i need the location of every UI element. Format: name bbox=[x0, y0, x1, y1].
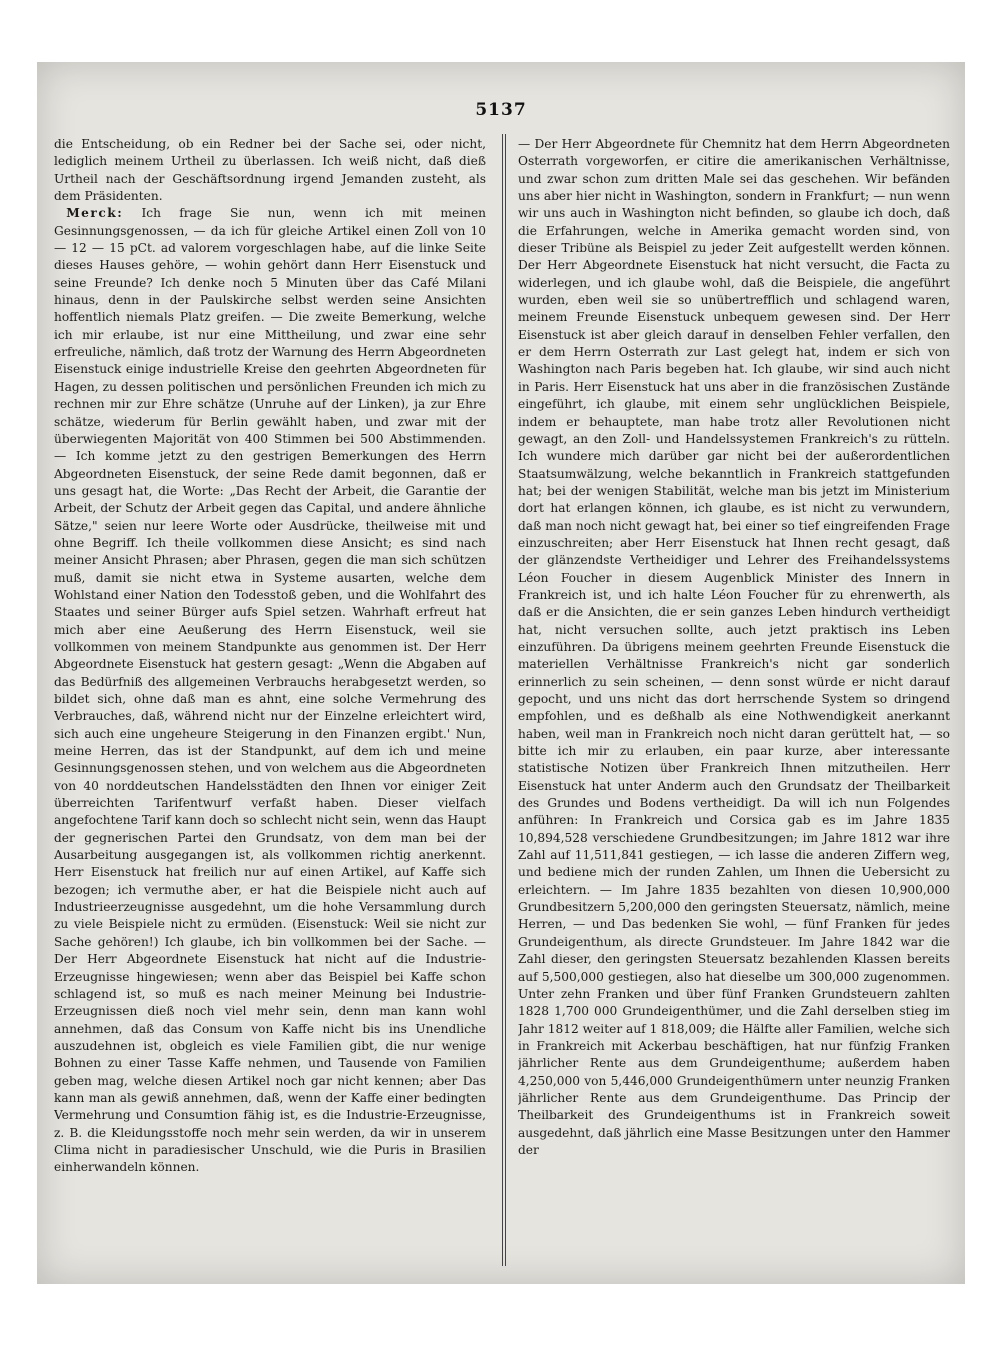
right-column bbox=[518, 136, 950, 1282]
page-number: 5137 bbox=[475, 100, 527, 120]
left-column bbox=[54, 136, 486, 1282]
column-divider bbox=[502, 134, 506, 1266]
speech-text: Ich frage Sie nun, wenn ich mit meinen Gesinnungsgenossen, — da ich für gleiche Artikel einen Zoll von 10 — 12 — 15 pCt. ad valorem vorgeschlagen habe, auf die linke Seite dieses Hauses gehöre, — wohin gehört dann Herr Eisenstuck und seine Freunde? Ich denke noch 5 Minuten über das Café Milani hinaus, denn in der Paulskirche selbst werden seine Ansichten hoffentlich niemals Platz greifen. — Die zweite Bemerkung, welche ich mir erlaube, ist nur eine Mittheilung, und zwar eine sehr erfreuliche, nämlich, daß trotz der Warnung des Herrn Abgeordneten Eisenstuck einige industrielle Kreise den geehrten Abgeordneten für Hagen, zu dessen politischen und persönlichen Freunden ich mich zu rechnen mir zur Ehre schätze (Unruhe auf der Linken), ja zur Ehre schätze, wiederum für Berlin gewählt haben, und zwar mit der überwiegenten Majorität von 400 Stimmen bei 500 Abstimmenden. — Ich komme jetzt zu den gestrigen Bemerkungen des Herrn Abgeordneten Eisenstuck, der seine Rede damit begonnen, daß er uns gesagt hat, die Worte: „Das Recht der Arbeit, die Garantie der Arbeit, der Schutz der Arbeit gegen das Capital, und andere ähnliche Sätze," seien nur leere Worte oder Ausdrücke, theilweise mit und ohne Begriff. Ich theile vollkommen diese Ansicht; es sind nach meiner Ansicht Phrasen; aber Phrasen, gegen die man sich schützen muß, damit sie nicht etwa in Systeme ausarten, welche dem Wohlstand einer Nation den Todesstoß geben, und die Wohlfahrt des Staates und seiner Bürger aufs Spiel setzen. Wahrhaft erfreut hat mich aber eine Aeußerung des Herrn Eisenstuck, weil sie vollkommen von meinem Standpunkte aus genommen ist. Der Herr Abgeordnete Eisenstuck hat gestern gesagt: „Wenn die Abgaben auf das Bedürfniß des allgemeinen Verbrauchs herabgesetzt werden, so bildet sich, ohne daß man es ahnt, eine solche Vermehrung des Verbrauches, daß, während nicht nur der Einzelne erleichtert wird, sich auch eine ungeheure Steigerung in den Finanzen ergibt.' Nun, meine Herren, das ist der Standpunkt, auf dem ich und meine Gesinnungsgenossen stehen, und von welchem aus die Abgeordneten von 40 norddeutschen Handelsstädten den Ihnen vor einiger Zeit überreichten Tarifentwurf verfaßt haben. Dieser vielfach angefochtene Tarif kann doch so schlecht nicht sein, wenn das Haupt der gegnerischen Partei den Grundsatz, von dem man bei der Ausarbeitung ausgegangen ist, als vollkommen richtig anerkennt. Herr Eisenstuck hat freilich nur auf einen Artikel, auf Kaffe sich bezogen; ich vermuthe aber, er hat die Beispiele nicht auch auf Industrieerzeugnisse ausgedehnt, um die hohe Versammlung durch zu viele Beispiele nicht zu ermüden. (Eisenstuck: Weil sie nicht zur Sache gehören!) Ich glaube, ich bin vollkommen bei der Sache. — Der Herr Abgeordnete Eisenstuck hat nicht auf die Industrie-Erzeugnisse hingewiesen; wenn aber das Beispiel bei Kaffe schon schlagend ist, so muß es nach meiner Meinung bei Industrie-Erzeugnissen dieß noch viel mehr sein, denn man kann wohl annehmen, daß das Consum von Kaffe nicht bis ins Unendliche auszudehnen ist, obgleich es viele Familien gibt, die nur wenige Bohnen zu einer Tasse Kaffe nehmen, und Tausende von Familien geben mag, welche diesen Artikel noch gar nicht kennen; aber Das kann man als gewiß annehmen, daß, wenn der Kaffe einer bedingten Vermehrung und Consumtion fähig ist, es die Industrie-Erzeugnisse, z. B. die Kleidungsstoffe noch mehr sein werden, da wir in unserem Clima nicht in paradiesischer Unschuld, wie die Puris in Brasilien einherwandeln können. bbox=[54, 206, 486, 1175]
speaker-name: Merck: bbox=[66, 206, 124, 221]
scanned-page bbox=[37, 62, 965, 1284]
left-paragraph-1: die Entscheidung, ob ein Redner bei der Sache sei, oder nicht, lediglich meinem Urtheil zu überlassen. Ich weiß nicht, daß dieß Urtheil nach der Geschäftsordnung irgend Jemanden zusteht, als dem Präsidenten. bbox=[54, 137, 486, 204]
right-paragraph-1: — Der Herr Abgeordnete für Chemnitz hat dem Herrn Abgeordneten Osterrath vorgeworfen, er citire die amerikanischen Verhältnisse, und zwar schon zum dritten Male sei das geschehen. Wir befänden uns aber hier nicht in Washington, sondern in Frankfurt; — nun wenn wir uns auch in Washington nicht befinden, so glaube ich doch, daß die Erfahrungen, welche in Amerika gemacht worden sind, von dieser Tribüne als Beispiel zu jeder Zeit aufgestellt werden können. Der Herr Abgeordnete Eisenstuck hat nicht versucht, die Facta zu widerlegen, und ich glaube wohl, daß die Beispiele, die angeführt wurden, eben weil sie so unübertrefflich und schlagend waren, meinem Freunde Eisenstuck unbequem gewesen sind. Der Herr Eisenstuck ist aber gleich darauf in denselben Fehler verfallen, den er dem Herrn Osterrath zur Last gelegt hat, indem er sich von Washington nach Paris begeben hat. Ich glaube, wir sind auch nicht in Paris. Herr Eisenstuck hat uns aber in die französischen Zustände eingeführt, ich glaube, mit einem sehr unglücklichen Beispiele, indem er behauptete, man habe trotz aller Revolutionen nicht gewagt, an den Zoll- und Handelssystemen Frankreich's zu rütteln. Ich wundere mich darüber gar nicht bei der außerordentlichen Staatsumwälzung, welche bekanntlich in Frankreich stattgefunden hat; bei der wenigen Stabilität, welche man bis jetzt im Ministerium dort hat erlangen können, ich glaube, es ist nicht zu verwundern, daß man noch nicht gewagt hat, bei einer so tief eingreifenden Frage einzuschreiten; aber Herr Eisenstuck hat Ihnen recht gesagt, daß der glänzendste Vertheidiger und Lehrer des Freihandelssystems Léon Foucher in diesem Augenblick Minister des Innern in Frankreich ist, und ich halte Léon Foucher für zu ehrenwerth, als daß er die Ansichten, die er sein ganzes Leben hindurch vertheidigt hat, nicht versuchen sollte, auch jetzt praktisch ins Leben einzuführen. Da übrigens meinem geehrten Freunde Eisenstuck die materiellen Verhältnisse Frankreich's nicht gar sonderlich erinnerlich zu sein scheinen, — denn sonst würde er nicht darauf gepocht, und uns nicht das dort herrschende System so dringend empfohlen, und es deßhalb als eine Nothwendigkeit anerkannt haben, weil man in Frankreich noch nicht daran gerüttelt hat, — so bitte ich mir zu erlauben, ein paar kurze, aber interessante statistische Notizen über Frankreich Ihnen mitzutheilen. Herr Eisenstuck hat unter Anderm auch den Grundsatz der Theilbarkeit des Grundes und Bodens vertheidigt. Da will ich nun Folgendes anführen: In Frankreich und Corsica gab es im Jahre 1835 10,894,528 verschiedene Grundbesitzungen; im Jahre 1812 war ihre Zahl auf 11,511,841 gestiegen, — ich lasse die anderen Ziffern weg, und bediene mich der runden Zahlen, um Ihnen die Uebersicht zu erleichtern. — Im Jahre 1835 bezahlten von diesen 10,900,000 Grundbesitzern 5,200,000 den geringsten Steuersatz, nämlich, meine Herren, — und Das bedenken Sie wohl, — fünf Franken für jedes Grundeigenthum, als directe Grundsteuer. Im Jahre 1842 war die Zahl dieser, den geringsten Steuersatz bezahlenden Klassen bereits auf 5,500,000 gestiegen, also hat dieselbe um 300,000 zugenommen. Unter zehn Franken und über fünf Franken Grundsteuern zahlten 1828 1,700 000 Grundeigenthümer, und die Zahl derselben stieg im Jahr 1812 weiter auf 1 818,009; die Hälfte aller Familien, welche sich in Frankreich mit Ackerbau beschäftigen, hat nur fünfzig Franken jährlicher Rente aus dem Grundeigenthume; außerdem haben 4,250,000 von 5,446,000 Grundeigenthümern unter neunzig Franken jährlicher Rente aus dem Grundeigenthume. Das Princip der Theilbarkeit des Grundeigenthums ist in Frankreich soweit ausgedehnt, daß jährlich eine Masse Besitzungen unter den Hammer der bbox=[518, 137, 950, 1157]
left-paragraph-2 bbox=[54, 205, 486, 1176]
